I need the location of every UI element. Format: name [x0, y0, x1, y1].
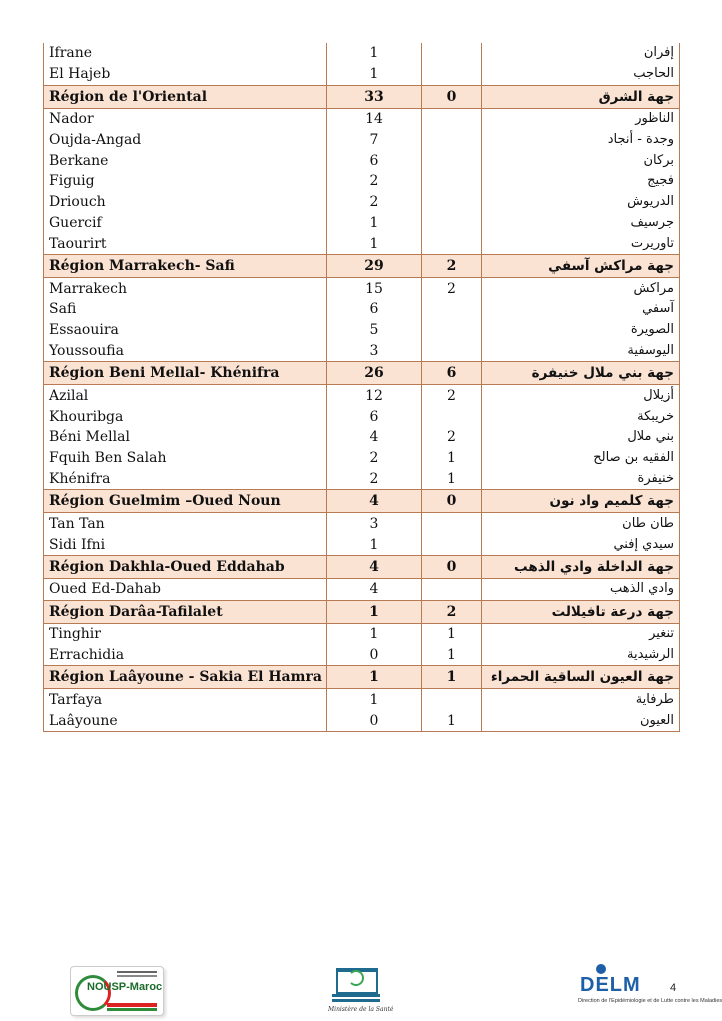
province-row [44, 710, 680, 731]
row-name-fr: Figuig [44, 171, 327, 192]
row-name-ar: الصويرة [482, 320, 680, 341]
row-count-1: 1 [327, 64, 422, 85]
nousp-logo-red-stripe [107, 1003, 157, 1007]
row-name-ar: خريبكة [482, 406, 680, 427]
footer [0, 962, 722, 1018]
row-name-fr: Région Guelmim –Oued Noun [44, 490, 327, 513]
row-name-ar: طان طان [482, 513, 680, 534]
row-count-2 [422, 192, 482, 213]
row-name-ar: جهة كلميم واد نون [482, 490, 680, 513]
row-count-1: 14 [327, 108, 422, 129]
row-count-1: 4 [327, 490, 422, 513]
row-name-ar: فجيج [482, 171, 680, 192]
row-count-2: 2 [422, 427, 482, 448]
row-name-fr: Tan Tan [44, 513, 327, 534]
row-name-fr: Béni Mellal [44, 427, 327, 448]
row-count-1: 26 [327, 362, 422, 385]
delm-person-icon [596, 964, 606, 974]
row-count-2 [422, 150, 482, 171]
cases-table-body [44, 43, 680, 731]
province-row [44, 689, 680, 710]
row-name-ar: تنغير [482, 623, 680, 644]
province-row [44, 150, 680, 171]
row-name-ar: طرفاية [482, 689, 680, 710]
row-name-ar: جهة الشرق [482, 85, 680, 108]
row-name-ar: وجدة - أنجاد [482, 129, 680, 150]
row-name-fr: Région Laâyoune - Sakia El Hamra [44, 666, 327, 689]
row-count-1: 1 [327, 43, 422, 64]
province-row [44, 129, 680, 150]
row-name-fr: Oued Ed-Dahab [44, 578, 327, 600]
row-count-1: 5 [327, 320, 422, 341]
row-name-fr: El Hajeb [44, 64, 327, 85]
row-count-2: 1 [422, 469, 482, 490]
row-name-ar: الناظور [482, 108, 680, 129]
row-count-1: 1 [327, 623, 422, 644]
province-row [44, 43, 680, 64]
row-count-2: 1 [422, 645, 482, 666]
row-count-2 [422, 320, 482, 341]
row-name-fr: Tarfaya [44, 689, 327, 710]
delm-logo [578, 964, 722, 1016]
row-count-2 [422, 233, 482, 254]
row-name-fr: Laâyoune [44, 710, 327, 731]
row-count-2 [422, 299, 482, 320]
province-row [44, 213, 680, 234]
row-count-2 [422, 689, 482, 710]
row-name-fr: Tinghir [44, 623, 327, 644]
row-count-1: 1 [327, 689, 422, 710]
province-row [44, 64, 680, 85]
province-row [44, 534, 680, 555]
row-count-2: 2 [422, 600, 482, 623]
row-name-fr: Région Dakhla-Oued Eddahab [44, 555, 327, 578]
row-name-fr: Driouch [44, 192, 327, 213]
row-count-1: 2 [327, 192, 422, 213]
row-name-fr: Guercif [44, 213, 327, 234]
row-count-2 [422, 578, 482, 600]
row-count-1: 1 [327, 534, 422, 555]
row-name-fr: Khénifra [44, 469, 327, 490]
row-name-ar: وادي الذهب [482, 578, 680, 600]
nousp-logo-arabic-lines [117, 971, 157, 973]
row-name-fr: Région de l'Oriental [44, 85, 327, 108]
province-row [44, 469, 680, 490]
province-row [44, 645, 680, 666]
nousp-logo-text: NOUSP-Maroc [87, 981, 163, 993]
delm-caption: Direction de l'Epidémiologie et de Lutte contre les Maladies [578, 998, 722, 1004]
row-name-ar: جهة درعة تافيلالت [482, 600, 680, 623]
row-count-2 [422, 406, 482, 427]
row-name-ar: آسفي [482, 299, 680, 320]
row-count-1: 12 [327, 385, 422, 406]
row-count-2: 1 [422, 710, 482, 731]
row-count-2: 0 [422, 85, 482, 108]
province-row [44, 108, 680, 129]
row-count-1: 1 [327, 213, 422, 234]
row-name-ar: اليوسفية [482, 341, 680, 362]
province-row [44, 406, 680, 427]
row-name-ar: الدريوش [482, 192, 680, 213]
row-count-1: 33 [327, 85, 422, 108]
ministry-arabic-wordmark [332, 994, 380, 997]
province-row [44, 513, 680, 534]
row-name-fr: Région Darâa-Tafilalet [44, 600, 327, 623]
row-name-ar: خنيفرة [482, 469, 680, 490]
region-row [44, 600, 680, 623]
delm-logo-text: DELM [580, 974, 641, 996]
row-name-fr: Essaouira [44, 320, 327, 341]
row-count-1: 6 [327, 299, 422, 320]
row-count-2: 1 [422, 448, 482, 469]
row-count-1: 6 [327, 150, 422, 171]
row-count-1: 6 [327, 406, 422, 427]
row-name-ar: تاوريرت [482, 233, 680, 254]
row-count-1: 1 [327, 666, 422, 689]
province-row [44, 192, 680, 213]
region-row [44, 362, 680, 385]
row-name-fr: Nador [44, 108, 327, 129]
row-name-ar: جهة العيون الساقية الحمراء [482, 666, 680, 689]
ministry-logo [328, 966, 394, 1016]
row-name-fr: Khouribga [44, 406, 327, 427]
page-number: 4 [670, 982, 677, 994]
nousp-logo [70, 966, 164, 1016]
province-row [44, 299, 680, 320]
province-row [44, 320, 680, 341]
row-count-2: 1 [422, 666, 482, 689]
row-name-fr: Azilal [44, 385, 327, 406]
row-count-2: 6 [422, 362, 482, 385]
row-name-ar: الحاجب [482, 64, 680, 85]
row-count-1: 2 [327, 469, 422, 490]
row-count-1: 0 [327, 645, 422, 666]
province-row [44, 278, 680, 299]
row-count-2 [422, 513, 482, 534]
row-name-ar: بركان [482, 150, 680, 171]
row-count-2: 0 [422, 490, 482, 513]
row-count-1: 2 [327, 171, 422, 192]
province-row [44, 623, 680, 644]
row-count-2 [422, 171, 482, 192]
row-name-ar: جهة مراكش آسفي [482, 255, 680, 278]
region-row [44, 490, 680, 513]
row-count-1: 4 [327, 427, 422, 448]
row-count-1: 1 [327, 233, 422, 254]
row-name-fr: Safi [44, 299, 327, 320]
row-count-2 [422, 213, 482, 234]
province-row [44, 448, 680, 469]
row-count-1: 3 [327, 513, 422, 534]
row-count-2: 2 [422, 385, 482, 406]
province-row [44, 578, 680, 600]
cases-table [43, 43, 680, 732]
row-name-ar: الرشيدية [482, 645, 680, 666]
row-name-fr: Ifrane [44, 43, 327, 64]
row-count-1: 29 [327, 255, 422, 278]
row-name-fr: Taourirt [44, 233, 327, 254]
province-row [44, 385, 680, 406]
row-name-fr: Fquih Ben Salah [44, 448, 327, 469]
row-count-2 [422, 341, 482, 362]
row-count-2 [422, 43, 482, 64]
ministry-caption: Ministère de la Santé [328, 1006, 394, 1013]
row-name-fr: Marrakech [44, 278, 327, 299]
row-name-fr: Errachidia [44, 645, 327, 666]
row-name-ar: إفران [482, 43, 680, 64]
row-name-fr: Région Marrakech- Safi [44, 255, 327, 278]
row-name-ar: جهة بني ملال خنيفرة [482, 362, 680, 385]
province-row [44, 427, 680, 448]
row-count-2 [422, 64, 482, 85]
row-count-1: 4 [327, 555, 422, 578]
row-count-2: 0 [422, 555, 482, 578]
row-name-fr: Sidi Ifni [44, 534, 327, 555]
province-row [44, 171, 680, 192]
nousp-logo-green-stripe [107, 1008, 157, 1011]
row-name-ar: سيدي إفني [482, 534, 680, 555]
crescent-icon [348, 970, 364, 986]
row-count-2: 2 [422, 278, 482, 299]
region-row [44, 255, 680, 278]
row-count-1: 15 [327, 278, 422, 299]
row-name-fr: Oujda-Angad [44, 129, 327, 150]
row-name-fr: Berkane [44, 150, 327, 171]
row-name-ar: العيون [482, 710, 680, 731]
row-count-2: 1 [422, 623, 482, 644]
row-count-1: 7 [327, 129, 422, 150]
row-count-2 [422, 534, 482, 555]
row-name-ar: أزيلال [482, 385, 680, 406]
row-count-1: 2 [327, 448, 422, 469]
region-row [44, 555, 680, 578]
row-count-1: 4 [327, 578, 422, 600]
row-name-fr: Youssoufia [44, 341, 327, 362]
row-name-fr: Région Beni Mellal- Khénifra [44, 362, 327, 385]
row-name-ar: مراكش [482, 278, 680, 299]
row-name-ar: جهة الداخلة وادي الذهب [482, 555, 680, 578]
region-row [44, 666, 680, 689]
region-row [44, 85, 680, 108]
row-count-2: 2 [422, 255, 482, 278]
row-count-2 [422, 108, 482, 129]
row-count-2 [422, 129, 482, 150]
province-row [44, 233, 680, 254]
row-count-1: 0 [327, 710, 422, 731]
row-name-ar: بني ملال [482, 427, 680, 448]
row-name-ar: جرسيف [482, 213, 680, 234]
row-count-1: 3 [327, 341, 422, 362]
row-name-ar: الفقيه بن صالح [482, 448, 680, 469]
row-count-1: 1 [327, 600, 422, 623]
province-row [44, 341, 680, 362]
